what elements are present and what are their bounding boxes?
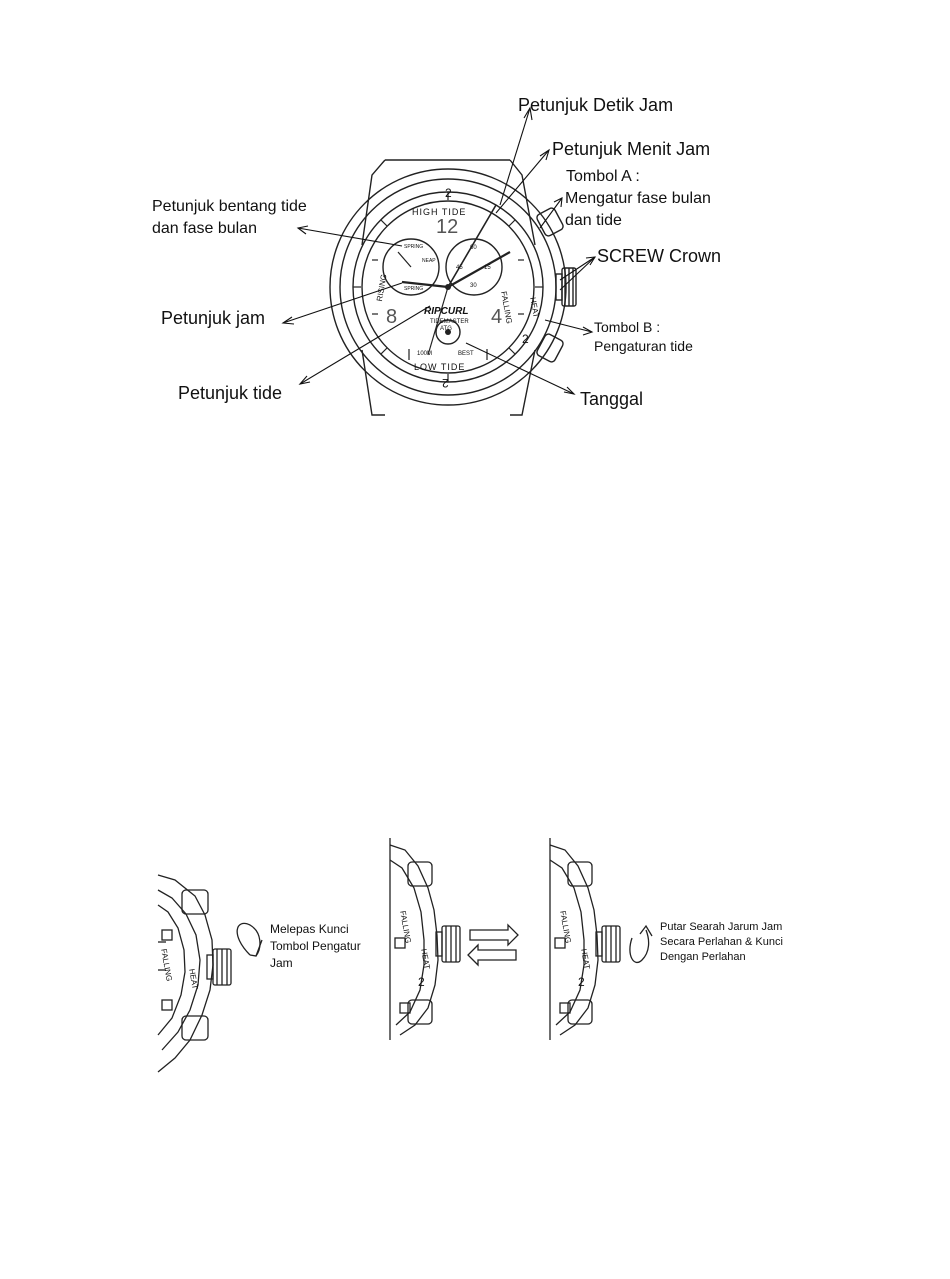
subdial-left-label-2: NEAP [422, 258, 436, 264]
label-button-b-line1: Pengaturan tide [594, 338, 693, 354]
step2-side-label-falling: FALLING [398, 910, 413, 944]
numeral-8: 8 [386, 306, 398, 328]
step3-side-mark: 2 [578, 975, 585, 989]
bezel-top-text: HIGH TIDE [412, 207, 467, 217]
label-button-a-line1: Mengatur fase bulan [565, 190, 711, 207]
bezel-right-text-1: FALLING [499, 290, 514, 325]
numeral-12: 12 [436, 216, 459, 238]
step1-text-line1: Melepas Kunci [270, 922, 349, 936]
label-date: Tanggal [580, 389, 644, 409]
bezel-bottom-text: LOW TIDE [414, 362, 466, 372]
step3-watch-partial [550, 838, 620, 1040]
bezel-right-text-2: HEAT [528, 296, 541, 319]
subdial-left-label-3: SPRING [404, 286, 424, 292]
step2-side-mark: 2 [418, 975, 425, 989]
label-hour-hand: Petunjuk jam [161, 308, 266, 328]
step3-text-line1: Putar Searah Jarum Jam [660, 921, 783, 933]
label-button-a-title: Tombol A : [566, 168, 640, 185]
bezel-mark-3: 2 [445, 186, 452, 200]
label-screw-crown: SCREW Crown [597, 246, 722, 266]
step2-side-label-heat: HEAT [419, 948, 432, 970]
model-text: TIDEMASTER [430, 319, 469, 325]
subdial-left-label-1: SPRING [404, 244, 424, 250]
subdial-right-label-4: 60 [470, 245, 477, 251]
label-button-a-line2: dan tide [565, 212, 622, 229]
label-button-b-title: Tombol B : [594, 319, 661, 335]
label-tide-range-line1: Petunjuk bentang tide [152, 198, 307, 215]
bezel-mark-2: 2 [442, 376, 449, 390]
bezel-left-text: RISING [374, 273, 389, 303]
subdial-right-label-1: 45 [456, 265, 463, 271]
step3-side-label-falling: FALLING [558, 910, 573, 944]
step3-text-line2: Secara Perlahan & Kunci [660, 936, 783, 948]
label-tide-hand: Petunjuk tide [178, 383, 283, 403]
subdial-right-label-2: 15 [484, 265, 491, 271]
numeral-4: 4 [491, 306, 503, 328]
dial-label-100m: 100M [417, 351, 433, 357]
label-tide-range-line2: dan fase bulan [152, 220, 257, 237]
dial-label-best: BEST [458, 351, 474, 357]
step1-text-line3: Jam [270, 956, 293, 970]
step1-text-line2: Tombol Pengatur [270, 939, 361, 953]
step3-text-line3: Dengan Perlahan [660, 951, 746, 963]
label-second-hand: Petunjuk Detik Jam [518, 95, 674, 115]
step3-side-label-heat: HEAT [579, 948, 592, 970]
bezel-mark-1: 2 [522, 332, 529, 346]
unlock-arrow-icon [237, 923, 260, 956]
model-sub-text: ATG [440, 326, 452, 332]
subdial-right-label-3: 30 [470, 283, 477, 289]
pull-right-arrow-icon [470, 925, 518, 945]
step1-side-label-heat: HEAT [187, 968, 200, 990]
step1-side-label-falling: FALLING [159, 948, 174, 982]
brand-logo-text: RIPCURL [424, 306, 469, 317]
lock-arrow-icon [630, 930, 649, 962]
step2-watch-partial [390, 838, 460, 1040]
push-left-arrow-icon [468, 945, 516, 965]
label-minute-hand: Petunjuk Menit Jam [552, 139, 711, 159]
